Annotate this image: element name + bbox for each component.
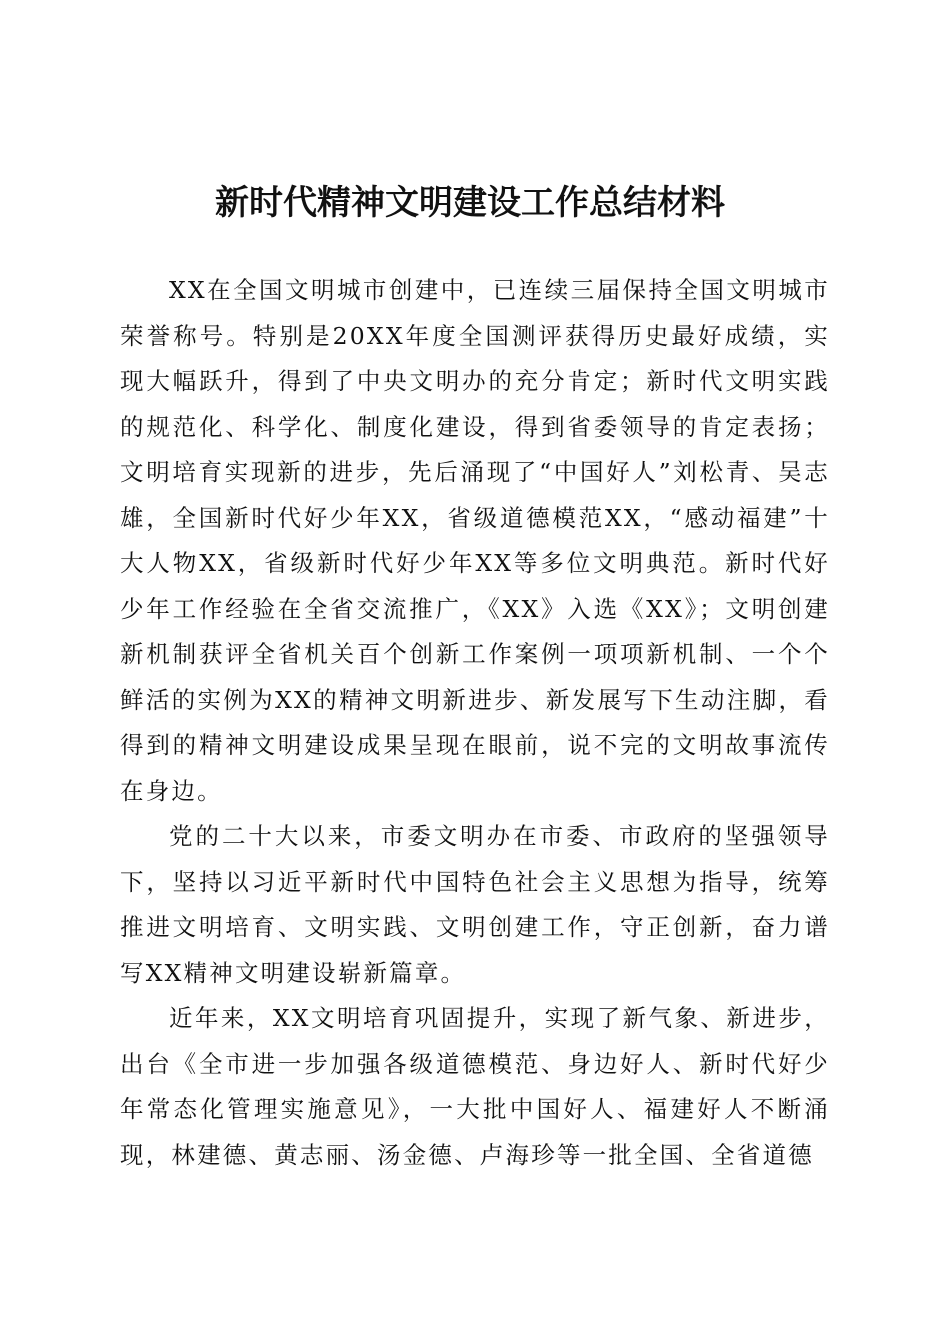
document-body (120, 268, 830, 1178)
paragraph-1: XX在全国文明城市创建中，已连续三届保持全国文明城市荣誉称号。特别是20XX年度全国测评获得历史最好成绩，实现大幅跃升，得到了中央文明办的充分肯定；新时代文明实践的规范化、科学化、制度化建设，得到省委领导的肯定表扬；文明培育实现新的进步，先后涌现了“中国好人”刘松青、吴志雄，全国新时代好少年XX，省级道德模范XX，“感动福建”十大人物XX，省级新时代好少年XX等多位文明典范。新时代好少年工作经验在全省交流推广，《XX》入选《XX》；文明创建新机制获评全省机关百个创新工作案例一项项新机制、一个个鲜活的实例为XX的精神文明新进步、新发展写下生动注脚，看得到的精神文明建设成果呈现在眼前，说不完的文明故事流传在身边。 (120, 276, 830, 805)
paragraph-3: 近年来，XX文明培育巩固提升，实现了新气象、新进步，出台《全市进一步加强各级道德模范、身边好人、新时代好少年常态化管理实施意见》，一大批中国好人、福建好人不断涌现，林建德、黄志丽、汤金德、卢海珍等一批全国、全省道德 (120, 1004, 830, 1169)
paragraph-2: 党的二十大以来，市委文明办在市委、市政府的坚强领导下，坚持以习近平新时代中国特色社会主义思想为指导，统筹推进文明培育、文明实践、文明创建工作，守正创新，奋力谱写XX精神文明建设崭新篇章。 (120, 822, 830, 987)
document-title: 新时代精神文明建设工作总结材料 (215, 183, 725, 223)
